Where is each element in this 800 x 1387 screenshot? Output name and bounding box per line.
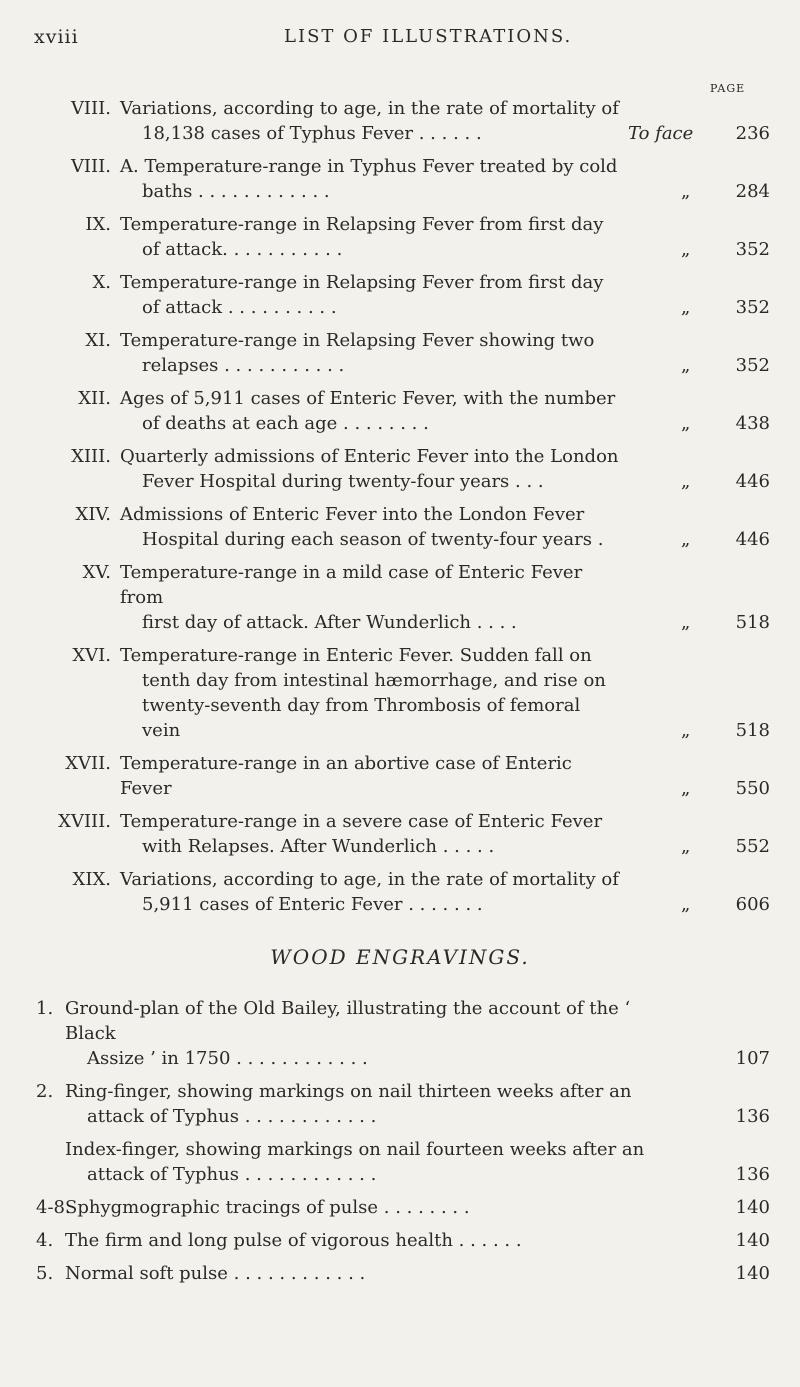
plate-description [120, 154, 620, 204]
wood-engraving-entry [0, 996, 800, 1071]
wood-engraving-page: 107 [735, 1048, 770, 1069]
plate-description-line: of deaths at each age . . . . . . . . [142, 413, 429, 434]
plate-entry [0, 502, 800, 552]
plate-entry [0, 328, 800, 378]
plate-description-line: Temperature-range in a mild case of Enteric Fever from [120, 562, 583, 608]
plate-page: 352 [735, 355, 770, 376]
wood-engravings-list [0, 996, 800, 1294]
wood-engraving-description [65, 1228, 685, 1253]
wood-engraving-description [65, 996, 685, 1071]
plate-description-line: Variations, according to age, in the rate of mortality of [120, 869, 619, 890]
plate-reference: „ [681, 297, 691, 318]
plate-description [120, 867, 620, 917]
plate-reference: „ [681, 413, 691, 434]
plate-number: XIII. [71, 446, 111, 467]
wood-engraving-page: 140 [735, 1197, 770, 1218]
page-column-label: PAGE [710, 82, 746, 95]
plate-description-line: of attack . . . . . . . . . . [142, 297, 337, 318]
plate-description-line: Temperature-range in Enteric Fever. Sudden fall on [120, 645, 592, 666]
plate-reference: „ [681, 355, 691, 376]
plate-reference: „ [681, 181, 691, 202]
plate-description-line: first day of attack. After Wunderlich . . . . [142, 612, 517, 633]
plate-description-line: twenty-seventh day from Thrombosis of femoral vein [142, 695, 581, 741]
plate-description [120, 96, 620, 146]
plate-description-line: 18,138 cases of Typhus Fever . . . . . . [142, 123, 482, 144]
plate-description [120, 270, 620, 320]
plate-page: 352 [735, 239, 770, 260]
plate-page: 518 [735, 720, 770, 741]
plate-description-line: Temperature-range in Relapsing Fever from first day [120, 272, 604, 293]
plate-page: 550 [735, 778, 770, 799]
plate-entry [0, 212, 800, 262]
plate-description-line: relapses . . . . . . . . . . . [142, 355, 345, 376]
plate-entry [0, 154, 800, 204]
plate-entry [0, 444, 800, 494]
wood-engraving-entry [0, 1079, 800, 1129]
plate-number: XIX. [72, 869, 111, 890]
plate-description [120, 560, 620, 635]
plate-entry [0, 386, 800, 436]
plate-reference: „ [681, 894, 691, 915]
plate-page: 446 [735, 529, 770, 550]
plate-entry [0, 643, 800, 743]
plate-page: 552 [735, 836, 770, 857]
plate-description-line: with Relapses. After Wunderlich . . . . . [142, 836, 495, 857]
plate-entry [0, 560, 800, 635]
plate-description-line: A. Temperature-range in Typhus Fever treated by cold [120, 156, 618, 177]
plate-entry [0, 751, 800, 801]
wood-engraving-line: attack of Typhus . . . . . . . . . . . . [87, 1164, 377, 1185]
plate-page: 446 [735, 471, 770, 492]
wood-engraving-entry [0, 1137, 800, 1187]
page-header [34, 26, 774, 56]
plate-description-line: Ages of 5,911 cases of Enteric Fever, with the number [120, 388, 616, 409]
wood-engraving-description [65, 1195, 685, 1220]
plate-reference: „ [681, 612, 691, 633]
plate-description [120, 751, 620, 801]
plates-list [0, 96, 800, 925]
plate-number: X. [92, 272, 111, 293]
plate-description [120, 809, 620, 859]
wood-engraving-description [65, 1079, 685, 1129]
plate-description-line: Admissions of Enteric Fever into the London Fever [120, 504, 585, 525]
wood-engraving-description [65, 1261, 685, 1286]
wood-engraving-page: 136 [735, 1164, 770, 1185]
wood-engraving-number: 1. [36, 998, 54, 1019]
plate-page: 236 [735, 123, 770, 144]
wood-engraving-line: Normal soft pulse . . . . . . . . . . . . [65, 1263, 366, 1284]
plate-reference: „ [681, 239, 691, 260]
wood-engravings-heading: WOOD ENGRAVINGS. [270, 945, 530, 969]
plate-page: 518 [735, 612, 770, 633]
plate-description-line: tenth day from intestinal hæmorrhage, and rise on [142, 670, 606, 691]
plate-reference: „ [681, 529, 691, 550]
plate-description-line: Temperature-range in Relapsing Fever showing two [120, 330, 595, 351]
plate-number: VIII. [70, 156, 111, 177]
wood-engraving-line: Assize ’ in 1750 . . . . . . . . . . . . [87, 1048, 368, 1069]
plate-description [120, 643, 620, 743]
plate-number: XVII. [65, 753, 111, 774]
plate-entry [0, 867, 800, 917]
plate-number: XI. [85, 330, 111, 351]
plate-description-line: Hospital during each season of twenty-four years . [142, 529, 604, 550]
plate-page: 438 [735, 413, 770, 434]
plate-reference: „ [681, 720, 691, 741]
plate-description-line: Temperature-range in a severe case of Enteric Fever [120, 811, 603, 832]
plate-number: XV. [82, 562, 111, 583]
plate-description-line: 5,911 cases of Enteric Fever . . . . . . . [142, 894, 483, 915]
wood-engraving-page: 136 [735, 1106, 770, 1127]
wood-engraving-page: 140 [735, 1230, 770, 1251]
plate-number: XII. [78, 388, 111, 409]
wood-engraving-entry [0, 1261, 800, 1286]
wood-engraving-line: Sphygmographic tracings of pulse . . . . . . . . [65, 1197, 470, 1218]
plate-entry [0, 96, 800, 146]
plate-description-line: Fever Hospital during twenty-four years . . . [142, 471, 544, 492]
plate-description-line: Quarterly admissions of Enteric Fever into the London [120, 446, 619, 467]
wood-engraving-line: Ring-finger, showing markings on nail thirteen weeks after an [65, 1081, 632, 1102]
wood-engraving-number: 4-8. [36, 1197, 71, 1218]
plate-entry [0, 809, 800, 859]
plate-reference: „ [681, 471, 691, 492]
plate-description [120, 212, 620, 262]
wood-engraving-line: attack of Typhus . . . . . . . . . . . . [87, 1106, 377, 1127]
plate-description-line: Temperature-range in Relapsing Fever from first day [120, 214, 604, 235]
plate-description-line: Variations, according to age, in the rate of mortality of [120, 98, 619, 119]
plate-number: XVI. [72, 645, 111, 666]
plate-description [120, 328, 620, 378]
plate-number: XIV. [75, 504, 111, 525]
plate-number: IX. [85, 214, 111, 235]
wood-engraving-entry [0, 1228, 800, 1253]
plate-entry [0, 270, 800, 320]
plate-number: XVIII. [58, 811, 111, 832]
wood-engraving-number: 5. [36, 1263, 54, 1284]
wood-engraving-line: The firm and long pulse of vigorous health . . . . . . [65, 1230, 522, 1251]
running-title: LIST OF ILLUSTRATIONS. [284, 26, 573, 47]
plate-description [120, 502, 620, 552]
plate-description [120, 444, 620, 494]
wood-engraving-page: 140 [735, 1263, 770, 1284]
plate-reference: „ [681, 836, 691, 857]
plate-description [120, 386, 620, 436]
wood-engraving-description [65, 1137, 685, 1187]
plate-description-line: baths . . . . . . . . . . . . [142, 181, 330, 202]
plate-description-line: Temperature-range in an abortive case of Enteric Fever [120, 753, 572, 799]
wood-engraving-number: 4. [36, 1230, 54, 1251]
plate-description-line: of attack. . . . . . . . . . . [142, 239, 343, 260]
plate-reference: To face [628, 123, 694, 144]
plate-page: 284 [735, 181, 770, 202]
wood-engraving-entry [0, 1195, 800, 1220]
plate-page: 352 [735, 297, 770, 318]
plate-number: VIII. [70, 98, 111, 119]
page-number: xviii [34, 26, 79, 48]
wood-engraving-number: 2. [36, 1081, 54, 1102]
wood-engraving-line: Index-finger, showing markings on nail fourteen weeks after an [65, 1139, 645, 1160]
wood-engraving-line: Ground-plan of the Old Bailey, illustrating the account of the ‘ Black [65, 998, 631, 1044]
plate-page: 606 [735, 894, 770, 915]
plate-reference: „ [681, 778, 691, 799]
